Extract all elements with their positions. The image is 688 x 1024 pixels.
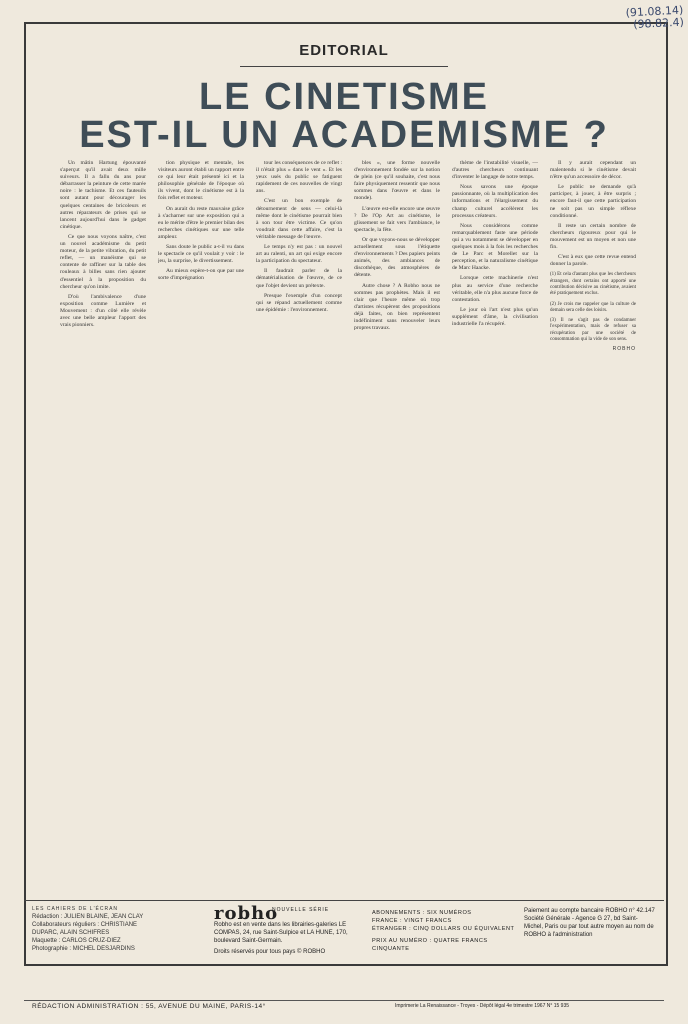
article-column-5 bbox=[452, 160, 538, 730]
paragraph: Nous savons une époque passionnante, où la multiplication des informations et l'élargissement du champ culturel accélèrent les processus créateurs. bbox=[452, 184, 538, 219]
paragraph: thème de l'instabilité visuelle, — d'autres chercheurs continuant d'inventer le langage de notre temps. bbox=[452, 160, 538, 181]
signature: ROBHO bbox=[612, 346, 636, 353]
paragraph: Il reste un certain nombre de chercheurs rigoureux pour qui le mouvement est un moyen et non une fin. bbox=[550, 222, 636, 251]
subscriptions-label: ABONNEMENTS : SIX NUMÉROS bbox=[372, 910, 472, 916]
paragraph: Autre chose ? A Robho nous ne sommes pas prophètes. Mais il est clair que l'heure même où trop d'artistes récupèrent des propositions déjà faites, on bien représentent indéfiniment sans renouveler leurs propres travaux. bbox=[354, 282, 440, 332]
article-column-2 bbox=[158, 160, 244, 730]
staff-line: DUPARC, ALAIN SCHIFRES bbox=[32, 930, 110, 936]
paragraph: Il faudrait parler de la dématérialisation de l'œuvre, de ce que l'objet devient un prétexte. bbox=[256, 268, 342, 289]
rights-text: Droits réservés pour tous pays © ROBHO bbox=[214, 949, 326, 955]
article-column-1 bbox=[60, 160, 146, 730]
robho-logo: robho bbox=[214, 903, 279, 924]
article-column-3 bbox=[256, 160, 342, 730]
paragraph: Presque l'exemple d'un concept qui se répand actuellement comme une épidémie : l'environnement. bbox=[256, 292, 342, 313]
footnote: (1) Et cela d'autant plus que les chercheurs étrangers, dont certains ont apporté une contribution décisive au cinétisme, avaient été pratiquement exclus. bbox=[550, 272, 636, 297]
admin-address: RÉDACTION ADMINISTRATION : 55, AVENUE DU MAINE, PARIS-14° bbox=[32, 1003, 266, 1010]
paragraph: On aurait du reste mauvaise grâce à s'acharner sur une exposition qui a eu le mérite d'être le premier bilan des recherches cinétiques sur une telle ampleur. bbox=[158, 205, 244, 240]
paragraph: D'où l'ambivalence d'une exposition comme Lumière et Mouvement : d'un côté elle révèle avec une belle ampleur l'apport des vrais pionniers. bbox=[60, 293, 146, 329]
paragraph: C'est un bon exemple de détournement de sens — celui-là même dont le cinétisme pourrait bien à son tour être victime. Ce qu'on voudrait dans cette affaire, c'est la véritable message de l'œuvre. bbox=[256, 198, 342, 240]
archive-stamp: (91.08.14) (98.82.4) bbox=[625, 3, 685, 32]
paragraph: Au mieux espère-t-on que par une sorte d'imprégnation bbox=[158, 268, 244, 282]
paragraph: tour les conséquences de ce reflet : il n'était plus « dans le vent ». Et les yeux usés du public se fatiguent rapidement de ces nouvelles de vingt ans. bbox=[256, 160, 342, 195]
distribution-text: Robho est en vente dans les librairies-galeries LE COMPAS, 24, rue Saint-Sulpice et LA HUNE, 170, boulevard Saint-Germain. bbox=[214, 922, 348, 944]
paragraph: Lorsque cette machinerie n'est plus au service d'une recherche véritable, elle n'a plus aucune force de contestation. bbox=[452, 275, 538, 303]
article-column-6 bbox=[550, 160, 636, 730]
issue-price: PRIX AU NUMÉRO : QUATRE FRANCS CINQUANTE bbox=[372, 938, 488, 952]
bottom-divider bbox=[24, 1000, 664, 1001]
subscription-info bbox=[372, 909, 522, 953]
cahiers-label: LES CAHIERS DE L'ÉCRAN bbox=[32, 906, 119, 912]
paragraph: Or que voyons-nous se développer actuellement sous l'étiquette d'environnements ? Des papiers peints animés, des ambiances de discothèque, des atmosphères de détente. bbox=[354, 236, 440, 279]
article-column-4 bbox=[354, 160, 440, 730]
headline-line-2: EST-IL UN ACADEMISME ? bbox=[79, 114, 609, 156]
paragraph: L'œuvre est-elle encore une œuvre ? De l'Op Art au cinétisme, le glissement se fait vers l'ambiance, le spectacle, la fête. bbox=[354, 205, 440, 233]
paragraph: C'est à eux que cette revue entend donner la parole. bbox=[550, 254, 636, 268]
paragraph: Ce que nous voyons naître, c'est un nouvel académisme du petit moteur, de la petite vibration, du petit reflet, — un manéisme qui se contente de raffiner sur la table des rouleaux à billes sans rien ajouter d'essentiel à la proposition du chercheur qu'on imite. bbox=[60, 233, 146, 290]
section-heading: EDITORIAL bbox=[299, 42, 389, 59]
staff-line: Photographie : MICHEL DESJARDINS bbox=[32, 946, 135, 952]
paragraph: Nous considérons comme remarquablement faste une période qui a vu notamment se développer en quelques mois à la fois les recherches de Le Parc et Morellet sur la perception, et la naturalisme cinétique de Marc Haacke. bbox=[452, 222, 538, 272]
distribution-info bbox=[214, 921, 364, 956]
printer-line: Imprimerie La Renaissance - Troyes - Dépôt légal 4e trimestre 1967 N° 15 935 bbox=[395, 1003, 570, 1009]
paragraph: Le temps n'y est pas : un nouvel art au ralenti, un art qui exige encore la participation du spectateur. bbox=[256, 244, 342, 265]
abroad-price: ÉTRANGER : CINQ DOLLARS OU ÉQUIVALENT bbox=[372, 926, 515, 932]
paragraph: Le public ne demande qu'à participer, à jouer, à être surpris ; encore faut-il que cette participation ne soit pas un simple réflexe conditionné. bbox=[550, 184, 636, 219]
paragraph: Sans doute le public a-t-il vu dans le spectacle ce qu'il voulait y voir : le jeu, la surprise, le divertissement. bbox=[158, 244, 244, 265]
payment-info: Paiement au compte bancaire ROBHO n° 42.147 Société Générale - Agence G 27, bd Saint-Michel, Paris ou par tout autre moyen au nom de ROBHO à l'administration bbox=[524, 908, 655, 938]
footnote: (3) Il ne s'agit pas de condamner l'expérimentation, mais de refuser sa récupération par une société de consommation qui la vide de son sens. bbox=[550, 318, 636, 342]
france-price: FRANCE : VINGT FRANCS bbox=[372, 918, 452, 924]
staff-line: Rédaction : JULIEN BLAINE, JEAN CLAY bbox=[32, 914, 144, 920]
staff-line: Collaborateurs réguliers : CHRISTIANE bbox=[32, 922, 138, 928]
series-label: NOUVELLE SÉRIE bbox=[272, 907, 330, 913]
staff-credits bbox=[32, 905, 212, 953]
colophon bbox=[24, 900, 664, 963]
footnote: (2) Je crois me rappeler que la culture de demain sera celle des loisirs. bbox=[550, 301, 636, 313]
paragraph: Il y aurait cependant un malentendu si le cinétisme devait n'être qu'un accessoire de décor. bbox=[550, 160, 636, 181]
heading-rule bbox=[240, 66, 448, 67]
article-body bbox=[60, 160, 636, 730]
paragraph: Le jour où l'art n'est plus qu'un supplément d'âme, la civilisation industrielle l'a récupéré. bbox=[452, 306, 538, 327]
headline-line-1: LE CINETISME bbox=[198, 76, 490, 118]
staff-line: Maquette : CARLOS CRUZ-DIEZ bbox=[32, 938, 121, 944]
paragraph: Un mâtin Hartung épouvanté s'aperçut qu'il avait deux mille suiveurs. Il a fallu du ans pour débarrasser la peinture de cette marée noire : le tachisme. Et ces fauteuils sont autant pour décourager les quelques centaines de bricoleurs et autres réparateurs de prises qui se lancent aujourd'hui dans le gadget cinétique. bbox=[60, 160, 146, 230]
paragraph: bles », une forme nouvelle d'environnement fondée sur la notion de plein (ce qu'il souhaite, c'est nous faire physiquement ressentir que nous sommes dans l'œuvre et dans le monde). bbox=[354, 160, 440, 202]
paragraph: tion physique et mentale, les visiteurs auront établi un rapport entre ce qui leur était présenté ici et la philosophie générale de l'époque où ils vivent, dont le cinétisme est à la fois reflet et moteur. bbox=[158, 160, 244, 202]
